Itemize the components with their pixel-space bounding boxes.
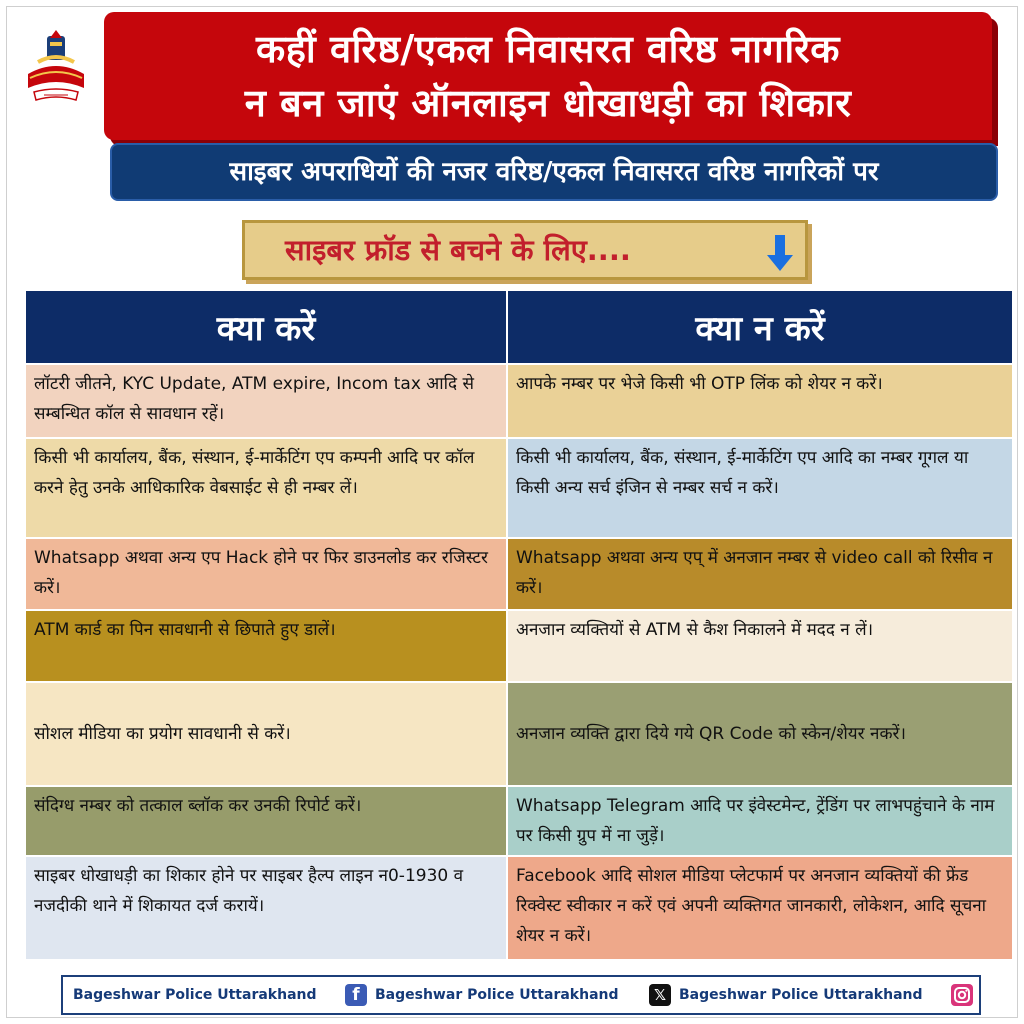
x-handle[interactable]: Bageshwar Police Uttarakhand <box>375 987 619 1003</box>
title-banner <box>104 12 992 140</box>
dont-cell: आपके नम्बर पर भेजे किसी भी OTP लिंक को शेयर न करें। <box>507 364 1013 438</box>
dont-cell: अनजान व्यक्तियों से ATM से कैश निकालने में मदद न लें। <box>507 610 1013 682</box>
dont-cell: Facebook आदि सोशल मीडिया प्लेटफार्म पर अनजान व्यक्तियों की फ्रेंड रिक्वेस्ट स्वीकार न करें एवं अपनी व्यक्तिगत जानकारी, लोकेशन, आदि सूचना शेयर न करें। <box>507 856 1013 960</box>
table-row <box>25 856 1013 960</box>
do-cell: लॉटरी जीतने, KYC Update, ATM expire, Incom tax आदि से सम्बन्धित कॉल से सावधान रहें। <box>25 364 507 438</box>
do-cell: ATM कार्ड का पिन सावधानी से छिपाते हुए डालें। <box>25 610 507 682</box>
title-line-1: कहीं वरिष्ठ/एकल निवासरत वरिष्ठ नागरिक <box>256 27 840 71</box>
instagram-icon[interactable] <box>951 984 973 1006</box>
title-line-2: न बन जाएं ऑनलाइन धोखाधड़ी का शिकार <box>244 81 852 125</box>
facebook-handle[interactable]: Bageshwar Police Uttarakhand <box>73 987 317 1003</box>
subtitle-banner <box>110 143 998 201</box>
table-row <box>25 364 1013 438</box>
table-row <box>25 786 1013 856</box>
table-row <box>25 538 1013 610</box>
table-header-row <box>25 290 1013 364</box>
dont-cell: Whatsapp Telegram आदि पर इंवेस्टमेन्ट, ट्रेंडिंग पर लाभपहुंचाने के नाम पर किसी ग्रुप में ना जुड़ें। <box>507 786 1013 856</box>
table-row <box>25 610 1013 682</box>
do-cell: सोशल मीडिया का प्रयोग सावधानी से करें। <box>25 682 507 786</box>
tip-heading-box <box>242 220 808 280</box>
do-cell: Whatsapp अथवा अन्य एप Hack होने पर फिर डाउनलोड कर रजिस्टर करें। <box>25 538 507 610</box>
x-icon[interactable]: 𝕏 <box>649 984 671 1006</box>
table-row <box>25 438 1013 538</box>
column-header-do: क्या करें <box>25 290 507 364</box>
social-footer <box>61 975 981 1015</box>
arrow-down-icon <box>765 233 795 273</box>
column-header-dont: क्या न करें <box>507 290 1013 364</box>
facebook-icon[interactable]: f <box>345 984 367 1006</box>
dont-cell: Whatsapp अथवा अन्य एप् में अनजान नम्बर से video call को रिसीव न करें। <box>507 538 1013 610</box>
do-dont-table <box>24 289 1014 961</box>
do-cell: संदिग्ध नम्बर को तत्काल ब्लॉक कर उनकी रिपोर्ट करें। <box>25 786 507 856</box>
police-emblem-icon <box>20 28 92 106</box>
dont-cell: किसी भी कार्यालय, बैंक, संस्थान, ई-मार्केटिंग एप आदि का नम्बर गूगल या किसी अन्य सर्च इंजिन से नम्बर सर्च न करें। <box>507 438 1013 538</box>
tip-heading: साइबर फ्रॉड से बचने के लिए.... <box>285 233 631 267</box>
dont-cell: अनजान व्यक्ति द्वारा दिये गये QR Code को स्केन/शेयर नकरें। <box>507 682 1013 786</box>
table-row <box>25 682 1013 786</box>
subtitle-text: साइबर अपराधियों की नजर वरिष्ठ/एकल निवासरत वरिष्ठ नागरिकों पर <box>229 157 879 187</box>
do-cell: साइबर धोखाधड़ी का शिकार होने पर साइबर हैल्प लाइन न0-1930 व नजदीकी थाने में शिकायत दर्ज करायें। <box>25 856 507 960</box>
do-cell: किसी भी कार्यालय, बैंक, संस्थान, ई-मार्केटिंग एप कम्पनी आदि पर कॉल करने हेतु उनके आधिकारिक वेबसाईट से ही नम्बर लें। <box>25 438 507 538</box>
instagram-handle[interactable]: Bageshwar Police Uttarakhand <box>679 987 923 1003</box>
